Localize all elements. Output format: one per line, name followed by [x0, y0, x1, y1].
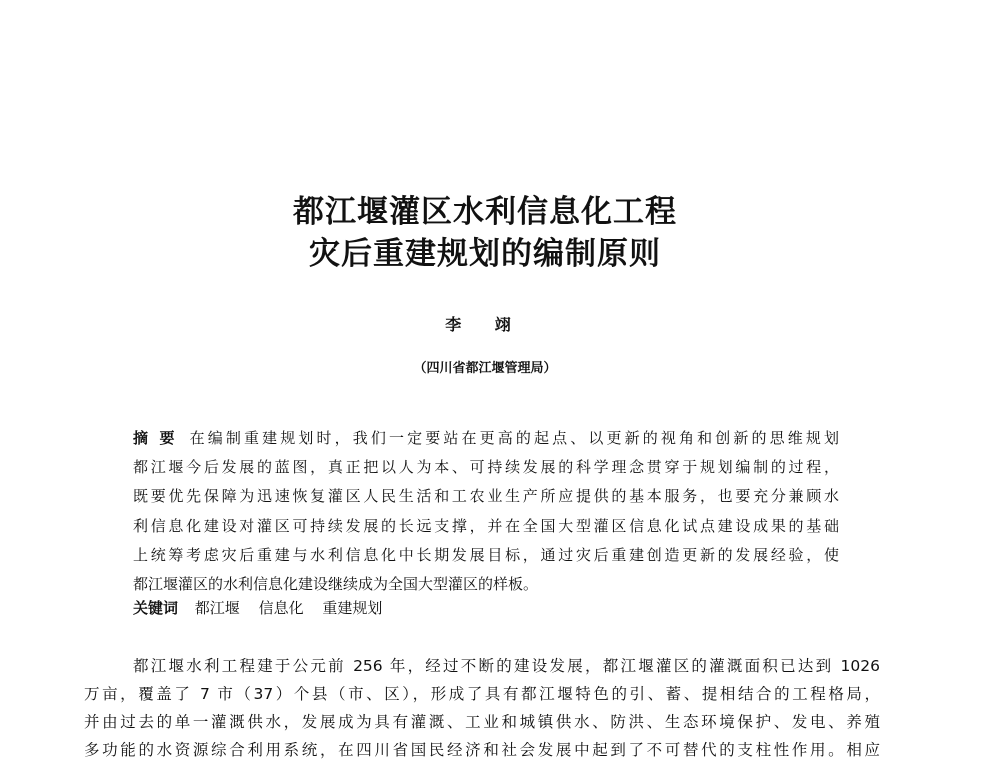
- title-line-2: 灾后重建规划的编制原则: [309, 236, 661, 272]
- abstract-line: [133, 428, 839, 448]
- keywords: [133, 598, 839, 618]
- author: 李 翊: [445, 315, 525, 334]
- keyword: 重建规划: [322, 599, 383, 617]
- abstract-line: 上统筹考虑灾后重建与水利信息化中长期发展目标，通过灾后重建创造更新的发展经验，使: [133, 546, 839, 564]
- body-line: 并由过去的单一灌溉供水，发展成为具有灌溉、工业和城镇供水、防洪、生态环境保护、发电、养殖: [84, 713, 880, 731]
- body-line: 都江堰水利工程建于公元前 256 年，经过不断的建设发展，都江堰灌区的灌溉面积已达到 1026: [133, 657, 880, 675]
- abstract-line: 利信息化建设对灌区可持续发展的长远支撑，并在全国大型灌区信息化试点建设成果的基础: [133, 517, 839, 535]
- abstract-label: 摘 要: [133, 429, 178, 447]
- abstract-line: 既要优先保障为迅速恢复灌区人民生活和工农业生产所应提供的基本服务，也要充分兼顾水: [133, 487, 839, 505]
- affiliation: （四川省都江堰管理局）: [413, 361, 557, 376]
- body-line: 多功能的水资源综合利用系统，在四川省国民经济和社会发展中起到了不可替代的支柱性作用。相应: [84, 741, 880, 759]
- body-line: 万亩，覆盖了 7 市（37）个县（市、区），形成了具有都江堰特色的引、蓄、提相结合的工程格局，: [84, 685, 880, 703]
- title-line-1: 都江堰灌区水利信息化工程: [293, 194, 677, 230]
- keywords-label: 关键词: [133, 599, 179, 617]
- keyword: 都江堰: [194, 599, 240, 617]
- abstract-line: 都江堰灌区的水利信息化建设继续成为全国大型灌区的样板。: [133, 575, 539, 593]
- keyword: 信息化: [258, 599, 304, 617]
- abstract-line: 都江堰今后发展的蓝图，真正把以人为本、可持续发展的科学理念贯穿于规划编制的过程，: [133, 458, 839, 476]
- abstract-text: 在编制重建规划时，我们一定要站在更高的起点、以更新的视角和创新的思维规划: [189, 429, 839, 447]
